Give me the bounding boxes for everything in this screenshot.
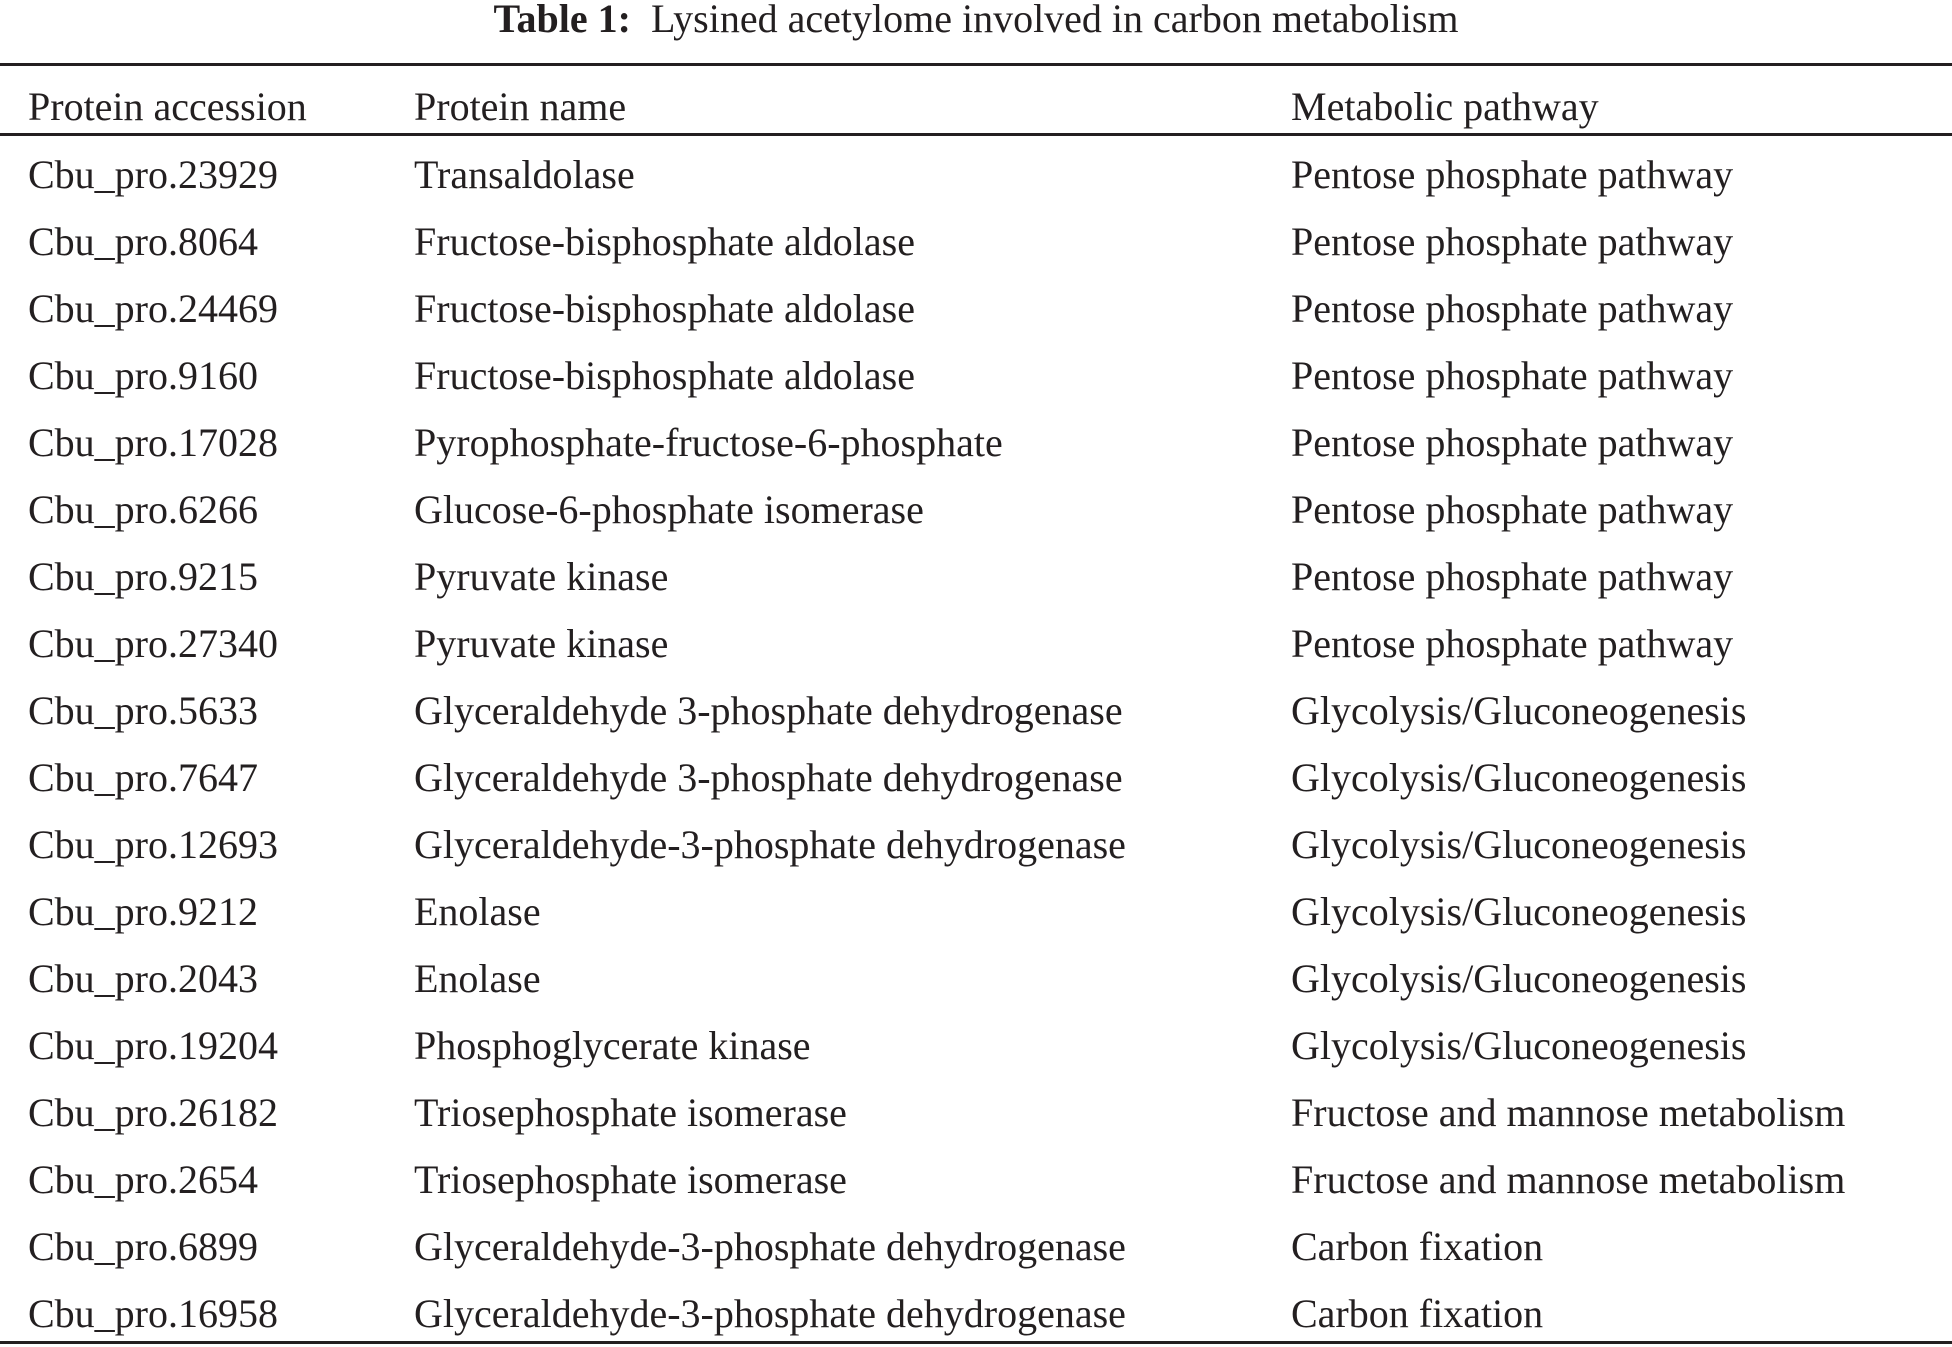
cell-protein-accession: Cbu_pro.9160 bbox=[28, 353, 258, 398]
cell-protein-name: Glyceraldehyde-3-phosphate dehydrogenase bbox=[414, 1291, 1126, 1336]
table-row bbox=[0, 342, 1952, 409]
bottom-rule bbox=[0, 1341, 1952, 1344]
table-row bbox=[0, 610, 1952, 677]
cell-protein-accession: Cbu_pro.26182 bbox=[28, 1090, 278, 1135]
cell-protein-accession: Cbu_pro.5633 bbox=[28, 688, 258, 733]
cell-metabolic-pathway: Glycolysis/Gluconeogenesis bbox=[1291, 822, 1747, 867]
cell-protein-accession: Cbu_pro.9215 bbox=[28, 554, 258, 599]
cell-metabolic-pathway: Carbon fixation bbox=[1291, 1291, 1544, 1336]
cell-protein-accession: Cbu_pro.7647 bbox=[28, 755, 258, 800]
table-row bbox=[0, 744, 1952, 811]
cell-metabolic-pathway: Fructose and mannose metabolism bbox=[1291, 1157, 1846, 1202]
caption-title: Lysined acetylome involved in carbon metabolism bbox=[650, 0, 1459, 41]
cell-metabolic-pathway: Glycolysis/Gluconeogenesis bbox=[1291, 755, 1747, 800]
cell-metabolic-pathway: Pentose phosphate pathway bbox=[1291, 420, 1734, 465]
cell-protein-name: Phosphoglycerate kinase bbox=[414, 1023, 811, 1068]
cell-metabolic-pathway: Fructose and mannose metabolism bbox=[1291, 1090, 1846, 1135]
cell-protein-name: Pyrophosphate-fructose-6-phosphate bbox=[414, 420, 1003, 465]
cell-metabolic-pathway: Pentose phosphate pathway bbox=[1291, 487, 1734, 532]
cell-protein-name: Fructose-bisphosphate aldolase bbox=[414, 353, 915, 398]
table-row bbox=[0, 1012, 1952, 1079]
cell-protein-name: Glyceraldehyde-3-phosphate dehydrogenase bbox=[414, 1224, 1126, 1269]
cell-protein-name: Pyruvate kinase bbox=[414, 621, 669, 666]
table-caption bbox=[0, 0, 1952, 40]
cell-protein-name: Triosephosphate isomerase bbox=[414, 1157, 847, 1202]
table-row bbox=[0, 1079, 1952, 1146]
table-row bbox=[0, 677, 1952, 744]
cell-metabolic-pathway: Pentose phosphate pathway bbox=[1291, 286, 1734, 331]
table-row bbox=[0, 208, 1952, 275]
table-row bbox=[0, 1280, 1952, 1347]
table-row bbox=[0, 878, 1952, 945]
cell-protein-name: Enolase bbox=[414, 889, 541, 934]
table-row bbox=[0, 141, 1952, 208]
cell-protein-name: Fructose-bisphosphate aldolase bbox=[414, 219, 915, 264]
caption-label: Table 1: bbox=[493, 0, 631, 41]
cell-metabolic-pathway: Carbon fixation bbox=[1291, 1224, 1544, 1269]
cell-protein-accession: Cbu_pro.12693 bbox=[28, 822, 278, 867]
cell-protein-accession: Cbu_pro.19204 bbox=[28, 1023, 278, 1068]
table-row bbox=[0, 476, 1952, 543]
cell-protein-accession: Cbu_pro.16958 bbox=[28, 1291, 278, 1336]
table-header-row bbox=[0, 74, 1952, 140]
cell-metabolic-pathway: Glycolysis/Gluconeogenesis bbox=[1291, 1023, 1747, 1068]
cell-protein-name: Triosephosphate isomerase bbox=[414, 1090, 847, 1135]
cell-metabolic-pathway: Glycolysis/Gluconeogenesis bbox=[1291, 688, 1747, 733]
cell-protein-accession: Cbu_pro.17028 bbox=[28, 420, 278, 465]
cell-protein-accession: Cbu_pro.6266 bbox=[28, 487, 258, 532]
cell-metabolic-pathway: Pentose phosphate pathway bbox=[1291, 554, 1734, 599]
cell-protein-name: Enolase bbox=[414, 956, 541, 1001]
table-row bbox=[0, 811, 1952, 878]
header-metabolic-pathway: Metabolic pathway bbox=[1291, 84, 1599, 129]
cell-protein-name: Transaldolase bbox=[414, 152, 635, 197]
header-protein-name: Protein name bbox=[414, 84, 627, 129]
cell-protein-name: Fructose-bisphosphate aldolase bbox=[414, 286, 915, 331]
header-rule bbox=[0, 133, 1952, 136]
header-protein-accession: Protein accession bbox=[28, 84, 307, 129]
cell-protein-name: Glyceraldehyde 3-phosphate dehydrogenase bbox=[414, 688, 1123, 733]
cell-metabolic-pathway: Pentose phosphate pathway bbox=[1291, 621, 1734, 666]
cell-protein-accession: Cbu_pro.6899 bbox=[28, 1224, 258, 1269]
table-row bbox=[0, 1146, 1952, 1213]
cell-protein-accession: Cbu_pro.24469 bbox=[28, 286, 278, 331]
table-row bbox=[0, 543, 1952, 610]
table-row bbox=[0, 275, 1952, 342]
table-row bbox=[0, 1213, 1952, 1280]
table-row bbox=[0, 409, 1952, 476]
top-rule bbox=[0, 63, 1952, 66]
cell-metabolic-pathway: Glycolysis/Gluconeogenesis bbox=[1291, 956, 1747, 1001]
cell-metabolic-pathway: Pentose phosphate pathway bbox=[1291, 219, 1734, 264]
cell-metabolic-pathway: Pentose phosphate pathway bbox=[1291, 152, 1734, 197]
cell-protein-accession: Cbu_pro.2043 bbox=[28, 956, 258, 1001]
cell-protein-accession: Cbu_pro.27340 bbox=[28, 621, 278, 666]
cell-protein-accession: Cbu_pro.9212 bbox=[28, 889, 258, 934]
cell-protein-name: Glyceraldehyde 3-phosphate dehydrogenase bbox=[414, 755, 1123, 800]
cell-metabolic-pathway: Pentose phosphate pathway bbox=[1291, 353, 1734, 398]
cell-protein-accession: Cbu_pro.8064 bbox=[28, 219, 258, 264]
cell-protein-accession: Cbu_pro.23929 bbox=[28, 152, 278, 197]
table-row bbox=[0, 945, 1952, 1012]
cell-protein-name: Glyceraldehyde-3-phosphate dehydrogenase bbox=[414, 822, 1126, 867]
cell-protein-name: Glucose-6-phosphate isomerase bbox=[414, 487, 924, 532]
cell-protein-name: Pyruvate kinase bbox=[414, 554, 669, 599]
cell-protein-accession: Cbu_pro.2654 bbox=[28, 1157, 258, 1202]
cell-metabolic-pathway: Glycolysis/Gluconeogenesis bbox=[1291, 889, 1747, 934]
